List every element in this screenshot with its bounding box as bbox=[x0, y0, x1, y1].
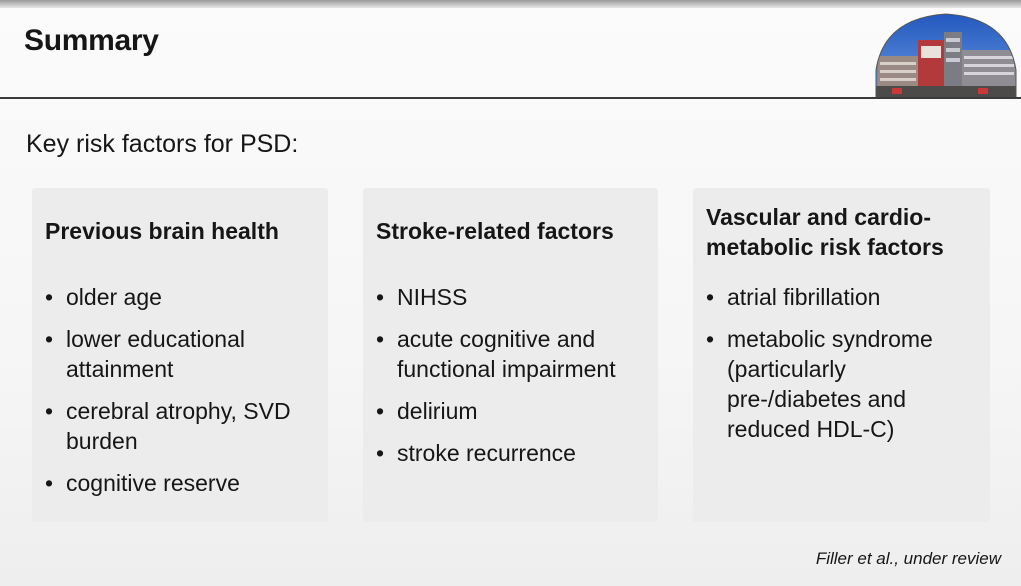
list-item: • older age bbox=[44, 282, 322, 312]
list-item: • metabolic syndrome (particularly pre-/diabetes and reduced HDL-C) bbox=[705, 324, 984, 444]
list-item: • delirium bbox=[375, 396, 652, 426]
list-item: • atrial fibrillation bbox=[705, 282, 984, 312]
list-item: • stroke recurrence bbox=[375, 438, 652, 468]
conference-venue-logo bbox=[874, 10, 1018, 98]
list-item: • lower educational attainment bbox=[44, 324, 322, 384]
column-heading: Previous brain health bbox=[45, 218, 279, 244]
list-item: • acute cognitive and functional impairment bbox=[375, 324, 652, 384]
column-vascular-cardiometabolic bbox=[693, 188, 990, 522]
slide-subtitle: Key risk factors for PSD: bbox=[26, 130, 299, 158]
list-item: • cerebral atrophy, SVD burden bbox=[44, 396, 322, 456]
column-stroke-related-factors bbox=[363, 188, 658, 522]
bullet-list bbox=[705, 282, 984, 456]
list-item: • cognitive reserve bbox=[44, 468, 322, 498]
column-heading: Stroke-related factors bbox=[376, 218, 614, 244]
citation: Filler et al., under review bbox=[815, 549, 1001, 568]
bullet-list bbox=[44, 282, 322, 510]
column-heading: Vascular and cardio-metabolic risk factors bbox=[706, 204, 944, 260]
column-previous-brain-health bbox=[32, 188, 328, 522]
slide-title: Summary bbox=[24, 24, 159, 57]
header-divider bbox=[0, 97, 1021, 99]
top-border bbox=[0, 0, 1021, 8]
bullet-list bbox=[375, 282, 652, 480]
list-item: • NIHSS bbox=[375, 282, 652, 312]
